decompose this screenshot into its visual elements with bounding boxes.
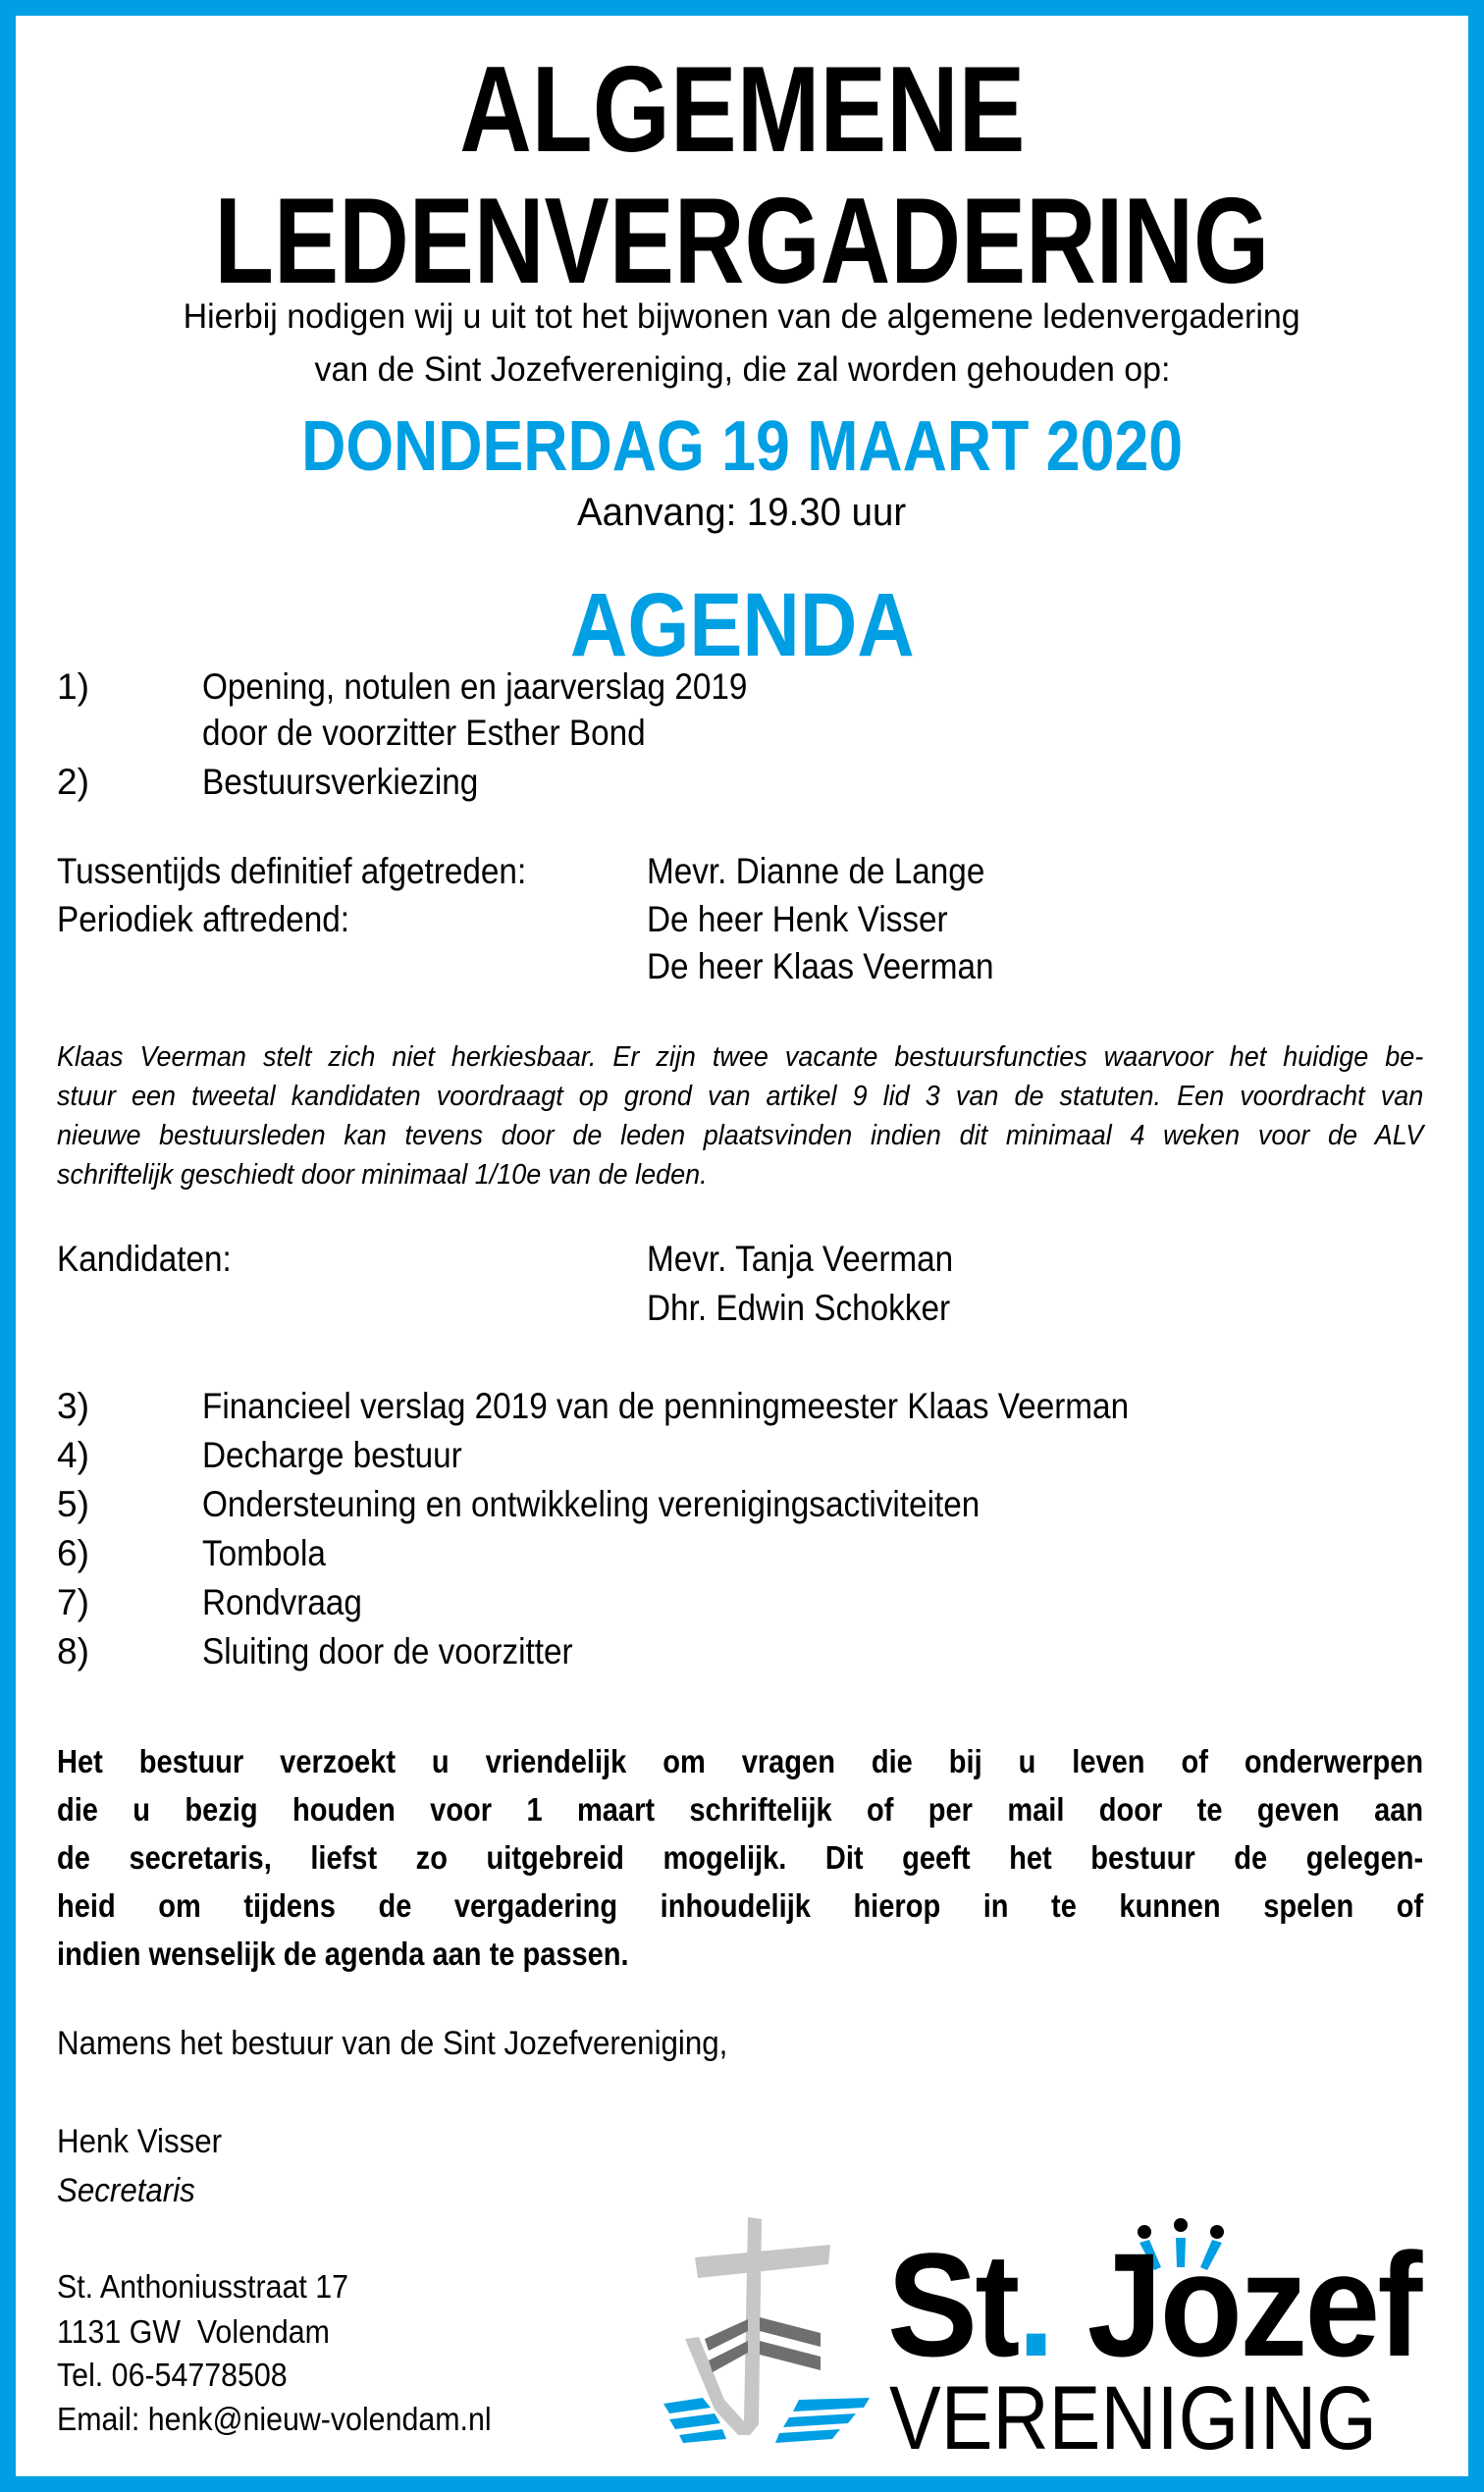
request-line-5: indien wenselijk de agenda aan te passen. [57,1935,629,1972]
title-line-2 [0,174,1484,309]
agenda-heading [0,575,1484,675]
logo-text-st: St [887,2222,1018,2387]
intro-text-1: Hierbij nodigen wij u uit tot het bijwonen van de algemene ledenvergadering [183,297,1301,336]
candidate-1 [647,1241,987,1277]
agenda-item-8-label: Sluiting door de voorzitter [202,1631,573,1671]
request-line-2: die u bezig houden voor 1 maart schriftelijk of per mail door te geven aan [57,1791,1424,1828]
agenda-item-5-text [202,1486,1066,1522]
note-line-1: Klaas Veerman stelt zich niet herkiesbaar. Er zijn twee vacante bestuursfuncties waarvoor het huidige be- [57,1041,1424,1073]
signer-role [57,2174,207,2207]
logo-text-jozef: Jozef [1052,2222,1420,2387]
note-line-2: stuur een tweetal kandidaten voordraagt op grond van artikel 9 lid 3 van de statuten. Een voordracht van [57,1081,1424,1112]
address-postal-text: 1131 GW Volendam [57,2313,330,2350]
meeting-date [0,407,1484,486]
logo-subtitle-text: VERENIGING [889,2368,1377,2468]
title-line-1 [0,42,1484,178]
signer-role-text: Secretaris [57,2172,195,2209]
note-line-3: nieuwe bestuursleden kan tevens door de leden plaatsvinden indien dit minimaal 4 weken voor de ALV [57,1120,1424,1151]
request-line-4: heid om tijdens de vergadering inhoudelijk hierop in te kunnen spelen of [57,1887,1424,1924]
candidate-2-text: Dhr. Edwin Schokker [647,1288,951,1328]
request-line-1: Het bestuur verzoekt u vriendelijk om vragen die bij u leven of onderwerpen [57,1743,1424,1779]
address-street [57,2270,374,2303]
start-time-text: Aanvang: 19.30 uur [577,491,907,534]
start-time [0,493,1484,532]
agenda-item-2-line-1: Bestuursverkiezing [202,762,479,802]
agenda-item-3-number: 3) [57,1386,89,1426]
periodic-name-2 [647,948,1033,984]
intro-line-1 [0,299,1484,334]
title-text-2: LEDENVERGADERING [214,174,1270,309]
agenda-item-4-label: Decharge bestuur [202,1435,462,1475]
agenda-item-7-number: 7) [57,1582,89,1622]
agenda-item-6-text [202,1535,340,1571]
logo-title [887,2222,1466,2387]
agenda-item-1-line-2: door de voorzitter Esther Bond [202,713,646,753]
closing-greeting-text: Namens het bestuur van de Sint Jozefvereniging, [57,2025,728,2062]
logo [663,2213,1449,2468]
agenda-item-1-text [202,668,808,705]
candidates-label-text: Kandidaten: [57,1239,232,1279]
agenda-item-1-text-cont [202,715,695,751]
request-paragraph [57,1737,1423,1978]
closing-greeting [57,2027,786,2060]
agenda-heading-text: AGENDA [569,575,915,675]
contact-phone-text: Tel. 06-54778508 [57,2357,288,2393]
agenda-item-5-label: Ondersteuning en ontwikkeling verenigingsactiviteiten [202,1484,980,1524]
intro-text-2: van de Sint Jozefvereniging, die zal worden gehouden op: [314,350,1170,389]
candidate-2 [647,1290,983,1326]
election-note [57,1037,1423,1194]
agenda-item-5-number: 5) [57,1484,89,1524]
meeting-date-text: DONDERDAG 19 MAART 2020 [300,407,1184,486]
signer-name [57,2125,237,2158]
agenda-item-4-text [202,1437,491,1473]
request-line-3: de secretaris, liefst zo uitgebreid mogelijk. Dit geeft het bestuur de gelegen- [57,1839,1424,1876]
resigned-label [57,853,578,889]
address-street-text: St. Anthoniusstraat 17 [57,2268,349,2305]
agenda-item-8-text [202,1633,614,1670]
periodic-name-1-text: De heer Henk Visser [647,899,948,939]
title-text-1: ALGEMENE [458,42,1026,178]
agenda-item-6-label: Tombola [202,1533,326,1573]
contact-email-text[interactable]: Email: henk@nieuw-volendam.nl [57,2401,492,2437]
agenda-item-8-number: 8) [57,1631,89,1671]
resigned-label-text: Tussentijds definitief afgetreden: [57,851,527,891]
agenda-item-4-number: 4) [57,1435,89,1475]
periodic-label [57,901,382,937]
agenda-item-1-number: 1) [57,666,89,707]
periodic-name-2-text: De heer Klaas Veerman [647,946,994,986]
agenda-item-2-number: 2) [57,762,89,802]
agenda-item-2-text [202,764,509,800]
resigned-name [647,853,1023,889]
note-line-4: schriftelijk geschiedt door minimaal 1/10e van de leden. [57,1159,708,1191]
agenda-item-1-line-1: Opening, notulen en jaarverslag 2019 [202,666,748,707]
agenda-item-3-label: Financieel verslag 2019 van de penningmeester Klaas Veerman [202,1386,1130,1426]
agenda-item-7-text [202,1584,380,1620]
intro-line-2 [0,352,1484,387]
signer-name-text: Henk Visser [57,2123,223,2160]
periodic-label-text: Periodiek aftredend: [57,899,350,939]
logo-subtitle [889,2368,1457,2468]
logo-dot: . [1017,2222,1053,2387]
periodic-name-1 [647,901,981,937]
agenda-item-3-text [202,1388,1232,1424]
contact-phone [57,2359,307,2391]
address-postal [57,2315,353,2348]
resigned-name-text: Mevr. Dianne de Lange [647,851,985,891]
candidates-label [57,1241,251,1277]
agenda-item-7-label: Rondvraag [202,1582,362,1622]
agenda-item-6-number: 6) [57,1533,89,1573]
anchor-cross-boat-icon [663,2213,879,2444]
contact-email[interactable] [57,2403,529,2435]
candidate-1-text: Mevr. Tanja Veerman [647,1239,954,1279]
